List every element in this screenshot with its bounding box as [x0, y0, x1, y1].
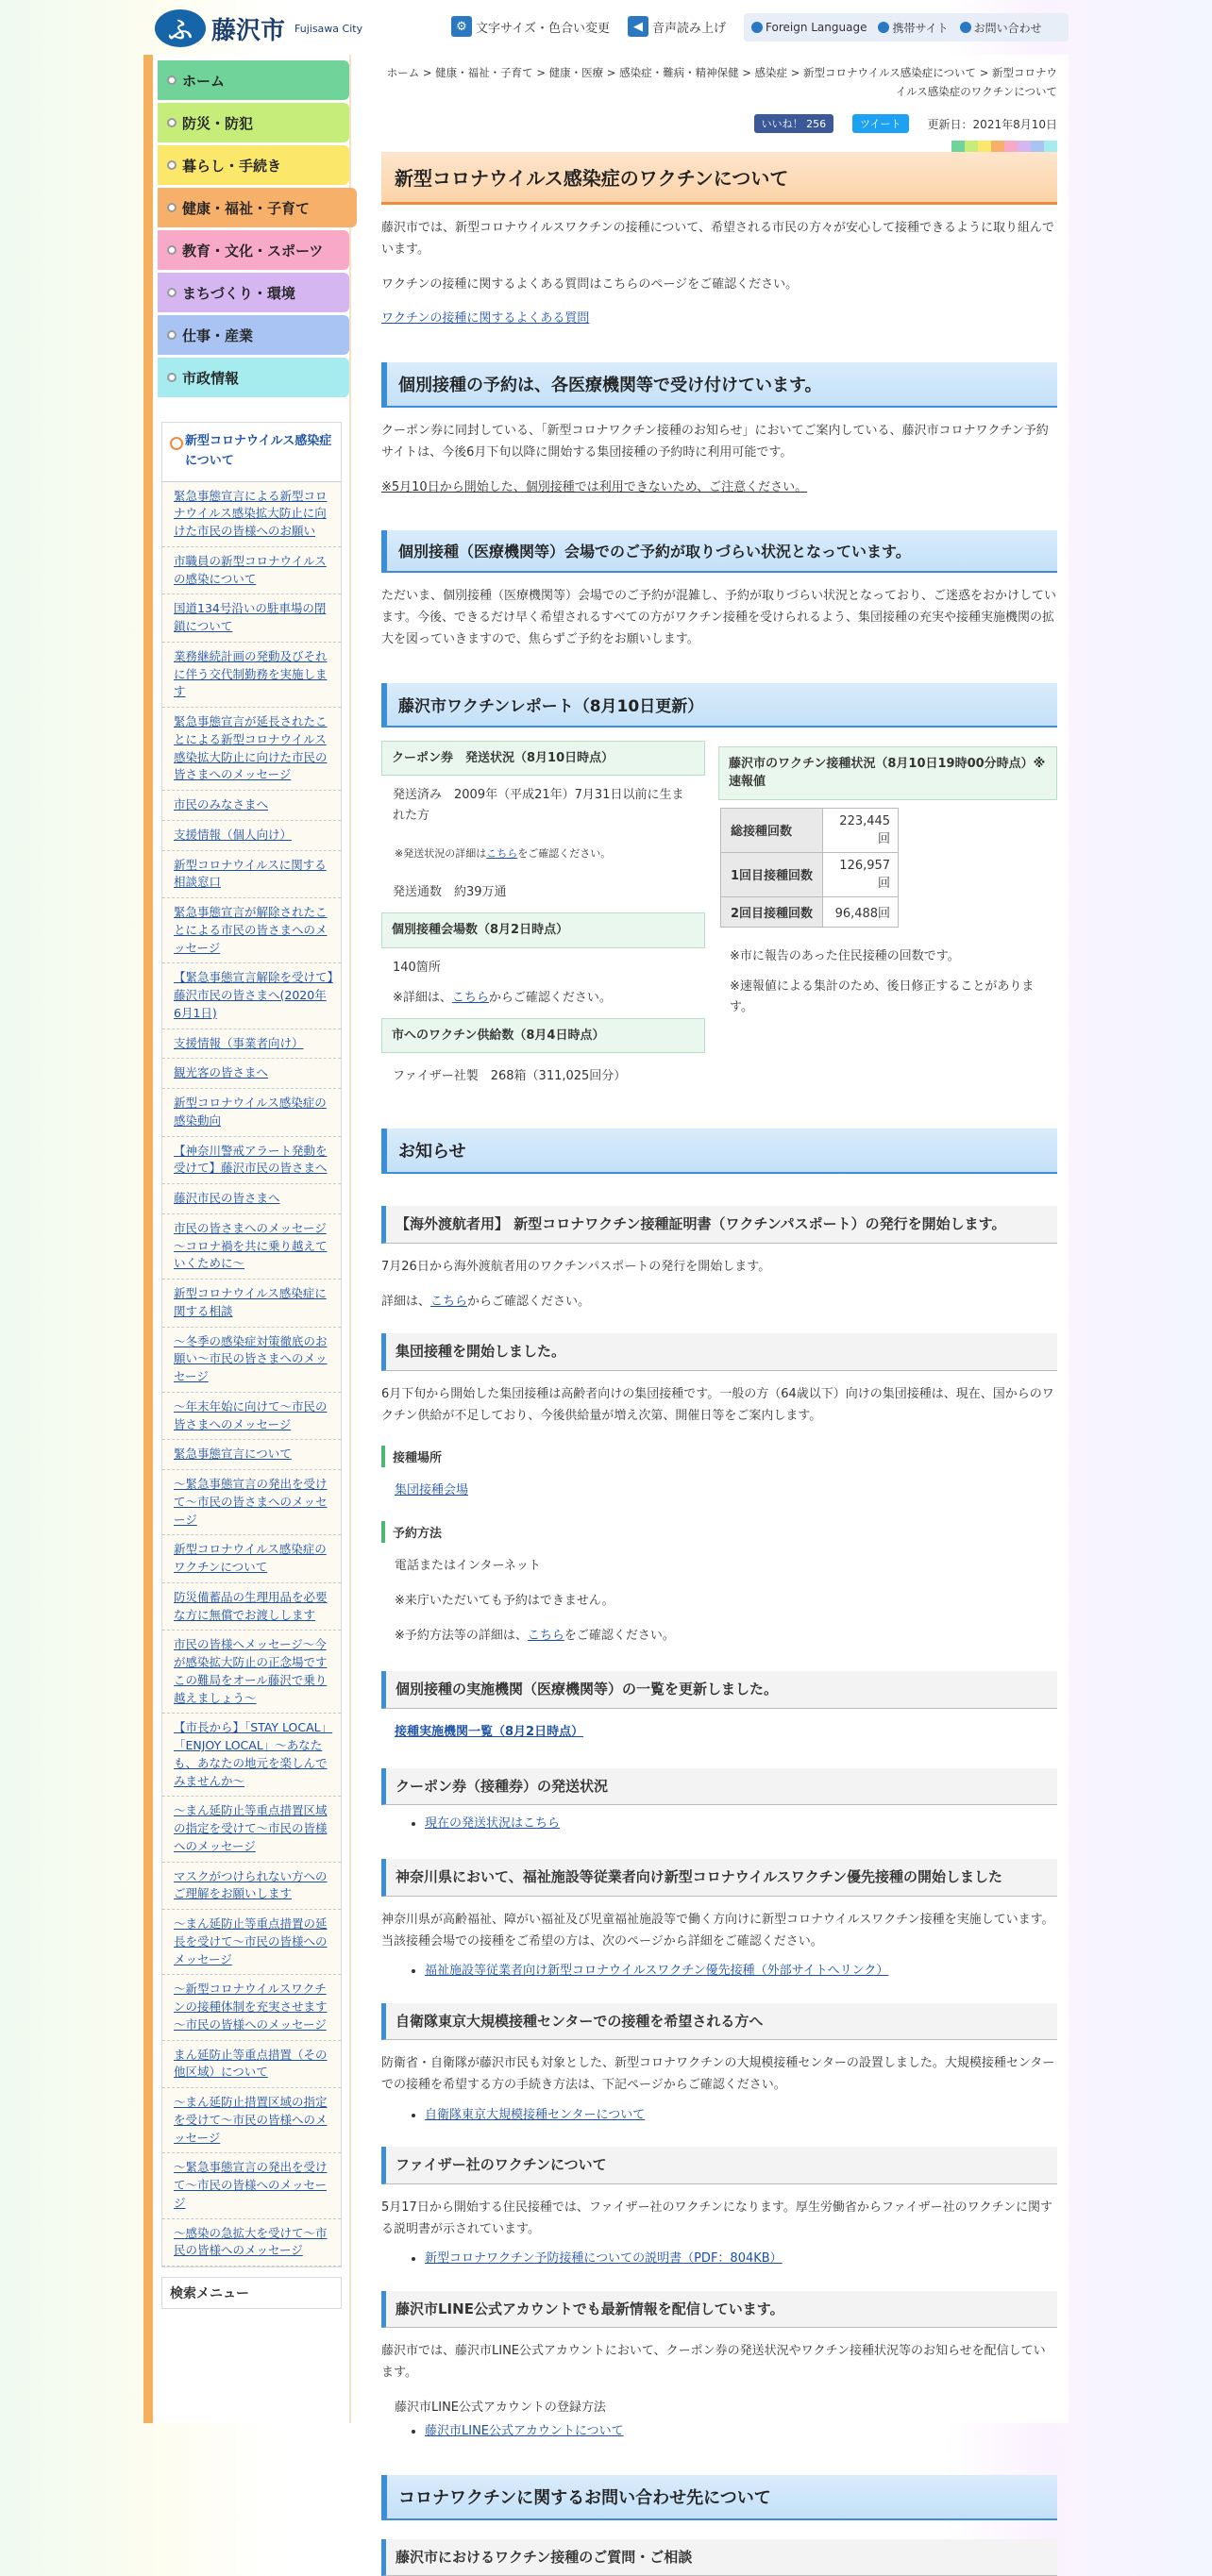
- line-account-link[interactable]: 藤沢市LINE公式アカウントについて: [425, 2424, 624, 2439]
- reserve-note: ※5月10日から開始した、個別接種では利用できないため、ご注意ください。: [381, 479, 808, 494]
- updated-date: 更新日：2021年8月10日: [927, 117, 1057, 131]
- local-nav-item[interactable]: ～冬季の感染症対策徹底のお願い～市民の皆さまへのメッセージ: [162, 1328, 341, 1393]
- color-swatch: [991, 141, 1004, 152]
- sidebar-nav-label: 健康・福祉・子育て: [182, 199, 311, 217]
- line-register-text: 藤沢市LINE公式アカウントの登録方法: [395, 2400, 606, 2415]
- color-swatch: [978, 141, 991, 152]
- report-right: [718, 741, 1057, 1097]
- header-links: [744, 13, 1069, 42]
- news-welfare-heading: 神奈川県において、福祉施設等従業者向け新型コロナウイルスワクチン優先接種の開始しました: [381, 1859, 1057, 1897]
- sdf-link[interactable]: 自衛隊東京大規模接種センターについて: [425, 2107, 646, 2122]
- table-row-value: 223,445回: [823, 808, 899, 852]
- sidebar-nav-item[interactable]: [158, 103, 349, 142]
- local-nav-item[interactable]: 藤沢市民の皆さまへ: [162, 1184, 341, 1214]
- local-nav-item[interactable]: 市民のみなさまへ: [162, 791, 341, 821]
- color-swatch: [951, 141, 965, 152]
- sidebar-nav-label: 暮らし・手続き: [182, 157, 282, 175]
- table-row: [721, 896, 899, 927]
- circle-icon: [167, 203, 177, 212]
- circle-icon: [167, 160, 177, 170]
- site-logo[interactable]: [155, 9, 362, 47]
- local-nav-item[interactable]: ～緊急事態宣言の発出を受けて～市民の皆様へのメッセージ: [162, 2153, 341, 2218]
- color-swatch: [1018, 141, 1031, 152]
- local-nav-item[interactable]: マスクがつけられない方へのご理解をお願いします: [162, 1863, 341, 1911]
- city-name: 藤沢市: [211, 16, 286, 45]
- local-nav-item[interactable]: ～感染の急拡大を受けて～市民の皆様へのメッセージ: [162, 2219, 341, 2267]
- coupon-count: 発送通数 約39万通: [393, 884, 507, 899]
- local-nav-item[interactable]: 市職員の新型コロナウイルスの感染について: [162, 547, 341, 595]
- report-left: [381, 741, 705, 1097]
- color-swatch: [965, 141, 978, 152]
- table-row-label: 1回目接種回数: [721, 852, 823, 896]
- method-text-3: ※予約方法等の詳細は、こちらをご確認ください。: [395, 1628, 675, 1643]
- table-row-value: 126,957回: [823, 852, 899, 896]
- coupon-detail-link[interactable]: こちら: [486, 847, 518, 861]
- method-text-1: 電話またはインターネット: [395, 1559, 541, 1574]
- color-swatch: [1004, 141, 1018, 152]
- circle-icon: [167, 245, 177, 255]
- color-bar: [381, 141, 1057, 152]
- local-nav-item[interactable]: 国道134号沿いの駐車場の閉鎖について: [162, 594, 341, 643]
- mobile-site-label: 携帯サイト: [892, 21, 949, 35]
- local-nav-title[interactable]: 新型コロナウイルス感染症について: [162, 423, 341, 482]
- table-row: [721, 852, 899, 896]
- news-pfizer-heading: ファイザー社のワクチンについて: [381, 2147, 1057, 2184]
- list-item: [425, 2248, 1057, 2269]
- status-note-2: ※速報値による集計のため、後日修正することがあります。: [730, 979, 1035, 1014]
- gear-icon: ⚙: [451, 16, 472, 37]
- share-bar: [381, 114, 1057, 133]
- faq-link[interactable]: ワクチンの接種に関するよくある質問: [381, 311, 590, 326]
- circle-icon: [751, 22, 763, 33]
- venue-count: 140箇所: [393, 960, 441, 975]
- venue-note: ※詳細は、こちらからご確認ください。: [393, 990, 612, 1005]
- local-nav-item[interactable]: 市民の皆様へメッセージ～今が感染拡大防止の正念場です この難局をオール藤沢で乗り越えましょう～: [162, 1631, 341, 1714]
- place-heading: 接種場所: [381, 1446, 1057, 1467]
- news-group-text: 6月下旬から開始した集団接種は高齢者向けの集団接種です。一般の方（64歳以下）向けの集団接種は、現在、国からのワクチン供給が不足しており、今後供給量が増え次第、開催日等をご案内します。: [381, 1386, 1054, 1423]
- local-nav-item[interactable]: ～まん延防止措置区域の指定を受けて～市民の皆様へのメッセージ: [162, 2088, 341, 2153]
- local-nav-item[interactable]: 支援情報（個人向け）: [162, 821, 341, 851]
- global-nav: [153, 60, 349, 397]
- list-item: [425, 2104, 1057, 2126]
- local-nav-item[interactable]: 新型コロナウイルス感染症のワクチンについて: [162, 1535, 341, 1583]
- speaker-icon: ◀: [628, 16, 648, 37]
- local-nav-item[interactable]: 緊急事態宣言について: [162, 1440, 341, 1470]
- news-coupon-heading: クーポン券（接種券）の発送状況: [381, 1768, 1057, 1806]
- news-group-heading: 集団接種を開始しました。: [381, 1333, 1057, 1371]
- news-line-heading: 藤沢市LINE公式アカウントでも最新情報を配信しています。: [381, 2291, 1057, 2329]
- circle-icon: [167, 75, 177, 85]
- local-nav-item[interactable]: ～緊急事態宣言の発出を受けて～市民の皆さまへのメッセージ: [162, 1470, 341, 1535]
- local-nav-item[interactable]: ～まん延防止等重点措置の延長を受けて～市民の皆様へのメッセージ: [162, 1910, 341, 1975]
- contact-label: お問い合わせ: [973, 21, 1042, 35]
- sidebar-nav-label: ホーム: [182, 72, 226, 90]
- local-nav-item[interactable]: 【神奈川警戒アラート発動を受けて】藤沢市民の皆さまへ: [162, 1137, 341, 1185]
- list-item: [425, 2420, 1057, 2442]
- local-nav: [161, 422, 342, 2267]
- voice-read-tool[interactable]: [628, 16, 726, 37]
- city-emblem-icon: ふ: [155, 9, 206, 47]
- contact-heading: コロナワクチンに関するお問い合わせ先について: [381, 2475, 1057, 2520]
- local-nav-item[interactable]: ～まん延防止等重点措置区域の指定を受けて～市民の皆様へのメッセージ: [162, 1797, 341, 1862]
- tweet-button[interactable]: ツイート: [852, 114, 908, 133]
- main-content: [370, 55, 1069, 2566]
- local-nav-item[interactable]: 緊急事態宣言が延長されたことによる新型コロナウイルス感染拡大防止に向けた市民の皆さまへのメッセージ: [162, 708, 341, 791]
- facebook-like-button[interactable]: いいね！ 256: [754, 114, 834, 133]
- coupon-heading: クーポン券 発送状況（8月10日時点）: [381, 741, 705, 777]
- local-nav-item[interactable]: 緊急事態宣言が解除されたことによる市民の皆さまへのメッセージ: [162, 898, 341, 963]
- sidebar-nav-item[interactable]: [158, 60, 349, 100]
- sidebar-nav-label: 市政情報: [182, 369, 240, 387]
- page-title: 新型コロナウイルス感染症のワクチンについて: [381, 152, 1057, 205]
- color-swatch: [1031, 141, 1044, 152]
- foreign-language-label: Foreign Language: [766, 21, 867, 34]
- sidebar-nav-item[interactable]: [158, 358, 349, 397]
- circle-icon: [167, 288, 177, 297]
- clinic-list-link[interactable]: 接種実施機関一覧（8月2日時点）: [395, 1724, 584, 1739]
- hard-text: ただいま、個別接種（医療機関等）会場でのご予約が混雑し、予約が取りづらい状況となっており、ご迷惑をおかけしています。今後、できるだけ早く希望されるすべての方がワクチン接種を受けられるよう、集団接種の充実や接種実施機関の拡大を図っていきますので、焦らずご予約をお願いします。: [381, 589, 1057, 646]
- contact-sub-heading: 藤沢市におけるワクチン接種のご質問・ご相談: [381, 2539, 1057, 2576]
- sidebar-nav-item[interactable]: [158, 188, 357, 227]
- table-row: [721, 808, 899, 852]
- sidebar-nav-label: まちづくり・環境: [182, 284, 295, 302]
- report-heading: 藤沢市ワクチンレポート（8月10日更新）: [381, 683, 1057, 728]
- sidebar-nav-label: 防災・防犯: [182, 114, 254, 132]
- welfare-link[interactable]: 福祉施設等従業者向け新型コロナウイルスワクチン優先接種（外部サイトへリンク）: [425, 1964, 889, 1979]
- local-nav-list: [162, 482, 341, 2267]
- local-nav-item[interactable]: 新型コロナウイルス感染症の感染動向: [162, 1089, 341, 1137]
- coupon-text: 発送済み 2009年（平成21年）7月31日以前に生まれた方: [393, 788, 684, 824]
- sidebar-nav-item[interactable]: [158, 273, 349, 312]
- sidebar-nav-item[interactable]: [158, 315, 349, 355]
- sidebar-nav-label: 仕事・産業: [182, 326, 254, 344]
- circle-icon: [167, 373, 177, 382]
- news-welfare-text: 神奈川県が高齢福祉、障がい福祉及び児童福祉施設等で働く方向けに新型コロナウイルスワクチン接種を実施しています。当該接種会場での接種をご希望の方は、次のページから詳細をご確認ください。: [381, 1912, 1054, 1949]
- reserve-text: クーポン券に同封している、「新型コロナワクチン接種のお知らせ」においてご案内している、藤沢市コロナワクチン予約サイトは、今後6月下旬以降に開始する集団接種の予約時に利用可能です。: [381, 424, 1049, 460]
- local-nav-item[interactable]: 新型コロナウイルス感染症に関する相談: [162, 1280, 341, 1328]
- hard-heading: 個別接種（医療機関等）会場でのご予約が取りづらい状況となっています。: [381, 530, 1057, 573]
- intro-faq-text: ワクチンの接種に関するよくある質問はこちらのページをご確認ください。: [381, 276, 799, 292]
- local-nav-item[interactable]: まん延防止等重点措置（その他区域）について: [162, 2041, 341, 2089]
- color-swatch: [1044, 141, 1057, 152]
- reserve-heading: 個別接種の予約は、各医療機関等で受け付けています。: [381, 362, 1057, 408]
- intro-text: 藤沢市では、新型コロナウイルスワクチンの接種について、希望される市民の方々が安心して接種できるように取り組んでいます。: [381, 221, 1055, 257]
- pfizer-pdf-link[interactable]: 新型コロナワクチン予防接種についての説明書（PDF：804KB）: [425, 2251, 783, 2267]
- coupon-status-link[interactable]: 現在の発送状況はこちら: [425, 1816, 561, 1832]
- search-menu[interactable]: 検索メニュー: [161, 2277, 342, 2309]
- table-row-value: 96,488回: [823, 896, 899, 927]
- breadcrumb[interactable]: ホーム > 健康・福祉・子育て > 健康・医療 > 感染症・難病・精神保健 > 感染症 > 新型コロナウイルス感染症について > 新型コロナウイルス感染症のワクチンについて: [386, 66, 1057, 98]
- passport-detail-link[interactable]: こちら: [430, 1294, 468, 1309]
- voice-read-tool-label: 音声読み上げ: [652, 21, 727, 36]
- font-color-tool-label: 文字サイズ・色合い変更: [476, 21, 610, 36]
- news-passport-text: 7月26日から海外渡航者用のワクチンパスポートの発行を開始します。: [381, 1259, 771, 1274]
- table-row-label: 2回目接種回数: [721, 896, 823, 927]
- coupon-small-note: ※発送状況の詳細はこちらをご確認ください。: [395, 847, 612, 861]
- circle-icon: [167, 118, 177, 127]
- news-sdf-heading: 自衛隊東京大規模接種センターでの接種を希望される方へ: [381, 2003, 1057, 2041]
- vaccination-table: [720, 808, 899, 928]
- method-heading: 予約方法: [381, 1521, 1057, 1543]
- sidebar-nav-item[interactable]: [158, 230, 349, 270]
- local-nav-item[interactable]: 支援情報（事業者向け）: [162, 1029, 341, 1060]
- list-item: [425, 1813, 1057, 1834]
- status-note-1: ※市に報告のあった住民接種の回数です。: [730, 948, 960, 963]
- supply-heading: 市へのワクチン供給数（8月4日時点）: [381, 1018, 705, 1054]
- method-detail-link[interactable]: こちら: [527, 1628, 564, 1643]
- font-color-tool[interactable]: [451, 16, 610, 37]
- venue-heading: 個別接種会場数（8月2日時点）: [381, 912, 705, 948]
- news-heading: お知らせ: [381, 1129, 1057, 1174]
- circle-icon: [960, 22, 971, 33]
- list-item: [425, 1960, 1057, 1982]
- contact-link[interactable]: [960, 20, 1042, 36]
- local-nav-item[interactable]: 業務継続計画の発動及びそれに伴う交代制勤務を実施します: [162, 643, 341, 708]
- table-row-label: 総接種回数: [721, 808, 823, 852]
- news-sdf-text: 防衛省・自衛隊が藤沢市民も対象とした、新型コロナワクチンの大規模接種センターの設置しました。大規模接種センターでの接種を希望する方の手続き方法は、下記ページからご確認ください。: [381, 2056, 1055, 2093]
- sidebar-nav-label: 教育・文化・スポーツ: [182, 242, 324, 259]
- local-nav-item[interactable]: 観光客の皆さまへ: [162, 1059, 341, 1089]
- sidebar-nav-item[interactable]: [158, 145, 349, 185]
- news-passport-detail: 詳細は、こちらからご確認ください。: [381, 1294, 591, 1309]
- local-nav-item[interactable]: 【緊急事態宣言解除を受けて】藤沢市民の皆さまへ(2020年6月1日): [162, 963, 341, 1029]
- site-header: [151, 0, 1069, 55]
- method-text-2: ※来庁いただいても予約はできません。: [395, 1593, 614, 1608]
- circle-icon: [878, 22, 889, 33]
- local-nav-item[interactable]: ～年末年始に向けて～市民の皆さまへのメッセージ: [162, 1393, 341, 1441]
- venue-detail-link[interactable]: こちら: [451, 990, 489, 1005]
- supply-text: ファイザー社製 268箱（311,025回分）: [393, 1069, 627, 1084]
- news-pfizer-text: 5月17日から開始する住民接種では、ファイザー社のワクチンになります。厚生労働省からファイザー社のワクチンに関する説明書が示されています。: [381, 2200, 1052, 2236]
- local-nav-item[interactable]: 防災備蓄品の生理用品を必要な方に無償でお渡しします: [162, 1583, 341, 1631]
- mobile-site-link[interactable]: [878, 20, 948, 36]
- local-nav-item[interactable]: 【市長から】「STAY LOCAL」「ENJOY LOCAL」～あなたも、あなたの地元を楽しんでみませんか～: [162, 1714, 341, 1797]
- local-nav-item[interactable]: 市民の皆さまへのメッセージ～コロナ禍を共に乗り越えていくために～: [162, 1214, 341, 1280]
- local-nav-item[interactable]: 緊急事態宣言による新型コロナウイルス感染拡大防止に向けた市民の皆様へのお願い: [162, 482, 341, 547]
- news-clinic-heading: 個別接種の実施機関（医療機関等）の一覧を更新しました。: [381, 1671, 1057, 1709]
- foreign-language-link[interactable]: [751, 21, 867, 34]
- city-name-en: Fujisawa City: [295, 22, 363, 35]
- local-nav-item[interactable]: 新型コロナウイルスに関する相談窓口: [162, 851, 341, 899]
- news-line-text: 藤沢市では、藤沢市LINE公式アカウントにおいて、クーポン券の発送状況やワクチン接種状況等のお知らせを配信しています。: [381, 2344, 1046, 2380]
- news-passport-heading: 【海外渡航者用】 新型コロナワクチン接種証明書（ワクチンパスポート）の発行を開始します。: [381, 1206, 1057, 1244]
- vaccine-report: [381, 741, 1057, 1097]
- local-nav-item[interactable]: ～新型コロナウイルスワクチンの接種体制を充実させます～市民の皆様へのメッセージ: [162, 1975, 341, 2040]
- sidebar: [143, 55, 351, 2423]
- circle-icon: [167, 330, 177, 340]
- status-heading: 藤沢市のワクチン接種状況（8月10日19時00分時点）※速報値: [718, 746, 1057, 800]
- group-venue-link[interactable]: 集団接種会場: [395, 1483, 469, 1498]
